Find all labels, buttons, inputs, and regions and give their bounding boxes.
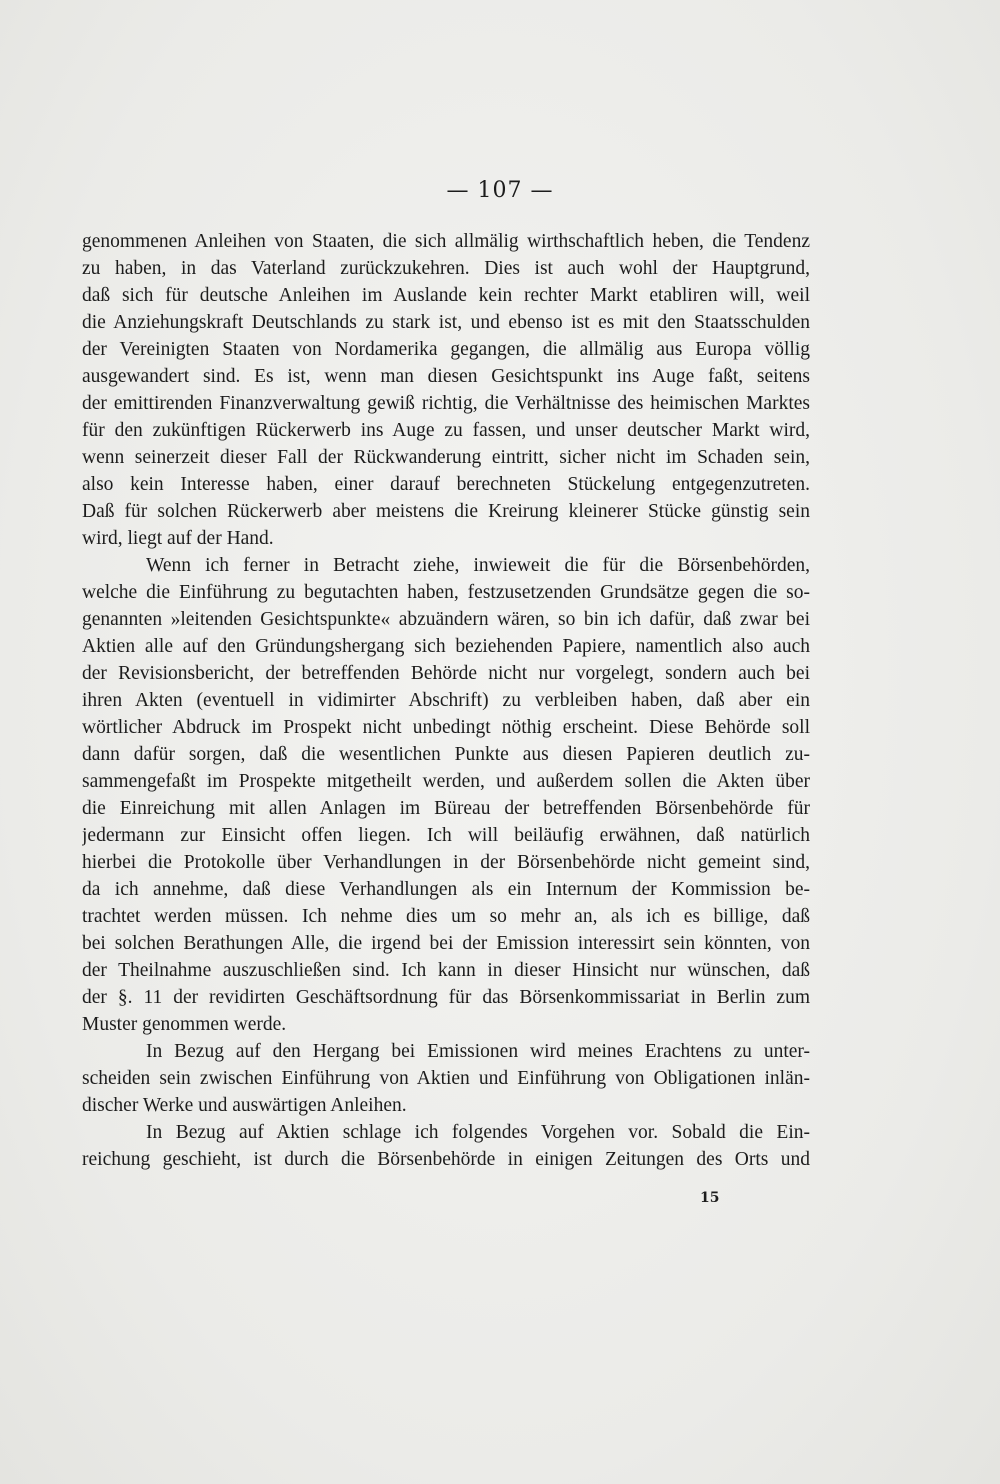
text-line: zu haben, in das Vaterland zurückzukehren. Dies ist auch wohl der Hauptgrund,	[82, 258, 810, 279]
text-line: trachtet werden müssen. Ich nehme dies um so mehr an, als ich es billige, daß	[82, 906, 810, 927]
text-line: genannten »leitenden Gesichtspunkte« abzuändern wären, so bin ich dafür, daß zwar bei	[82, 609, 810, 630]
text-line: daß sich für deutsche Anleihen im Auslande kein rechter Markt etabliren will, weil	[82, 285, 810, 306]
text-line: discher Werke und auswärtigen Anleihen.	[82, 1095, 407, 1116]
signature-mark: 15	[700, 1190, 720, 1206]
text-line: scheiden sein zwischen Einführung von Aktien und Einführung von Obligationen inlän-	[82, 1068, 810, 1089]
text-line: also kein Interesse haben, einer darauf berechneten Stückelung entgegenzutreten.	[82, 474, 810, 495]
text-line: Daß für solchen Rückerwerb aber meistens die Kreirung kleinerer Stücke günstig sein	[82, 501, 810, 522]
text-line: genommenen Anleihen von Staaten, die sich allmälig wirthschaftlich heben, die Tendenz	[82, 231, 810, 252]
text-line: der Theilnahme auszuschließen sind. Ich kann in dieser Hinsicht nur wünschen, daß	[82, 960, 810, 981]
text-line: Wenn ich ferner in Betracht ziehe, inwieweit die für die Börsenbehörden,	[146, 555, 810, 576]
text-line: für den zukünftigen Rückerwerb ins Auge zu fassen, und unser deutscher Markt wird,	[82, 420, 810, 441]
text-line: hierbei die Protokolle über Verhandlungen in der Börsenbehörde nicht gemeint sind,	[82, 852, 810, 873]
text-line: ausgewandert sind. Es ist, wenn man diesen Gesichtspunkt ins Auge faßt, seitens	[82, 366, 810, 387]
text-line: dann dafür sorgen, daß die wesentlichen Punkte aus diesen Papieren deutlich zu-	[82, 744, 810, 765]
text-line: In Bezug auf Aktien schlage ich folgendes Vorgehen vor. Sobald die Ein-	[146, 1122, 810, 1143]
text-line: der §. 11 der revidirten Geschäftsordnung für das Börsenkommissariat in Berlin zum	[82, 987, 810, 1008]
text-line: da ich annehme, daß diese Verhandlungen als ein Internum der Kommission be-	[82, 879, 810, 900]
text-line: jedermann zur Einsicht offen liegen. Ich will beiläufig erwähnen, daß natürlich	[82, 825, 810, 846]
page-number: — 107 —	[446, 178, 554, 203]
text-line: reichung geschieht, ist durch die Börsenbehörde in einigen Zeitungen des Orts und	[82, 1149, 810, 1170]
text-line: wird, liegt auf der Hand.	[82, 528, 274, 549]
text-line: der emittirenden Finanzverwaltung gewiß richtig, die Verhältnisse des heimischen Marktes	[82, 393, 810, 414]
text-line: wörtlicher Abdruck im Prospekt nicht unbedingt nöthig erscheint. Diese Behörde soll	[82, 717, 810, 738]
text-line: wenn seinerzeit dieser Fall der Rückwanderung eintritt, sicher nicht im Schaden sein,	[82, 447, 810, 468]
text-line: welche die Einführung zu begutachten haben, festzusetzenden Grundsätze gegen die so-	[82, 582, 810, 603]
text-line: bei solchen Berathungen Alle, die irgend bei der Emission interessirt sein könnten, von	[82, 933, 810, 954]
text-line: der Vereinigten Staaten von Nordamerika gegangen, die allmälig aus Europa völlig	[82, 339, 810, 360]
text-line: Muster genommen werde.	[82, 1014, 287, 1035]
text-line: ihren Akten (eventuell in vidimirter Abschrift) zu verbleiben haben, daß aber ein	[82, 690, 810, 711]
text-line: sammengefaßt im Prospekte mitgetheilt werden, und außerdem sollen die Akten über	[82, 771, 810, 792]
text-line: die Anziehungskraft Deutschlands zu stark ist, und ebenso ist es mit den Staatsschulden	[82, 312, 810, 333]
text-line: der Revisionsbericht, der betreffenden Behörde nicht nur vorgelegt, sondern auch bei	[82, 663, 810, 684]
text-line: Aktien alle auf den Gründungshergang sich beziehenden Papiere, namentlich also auch	[82, 636, 810, 657]
text-line: die Einreichung mit allen Anlagen im Büreau der betreffenden Börsenbehörde für	[82, 798, 810, 819]
body-text	[82, 228, 810, 1173]
text-line: In Bezug auf den Hergang bei Emissionen wird meines Erachtens zu unter-	[146, 1041, 810, 1062]
